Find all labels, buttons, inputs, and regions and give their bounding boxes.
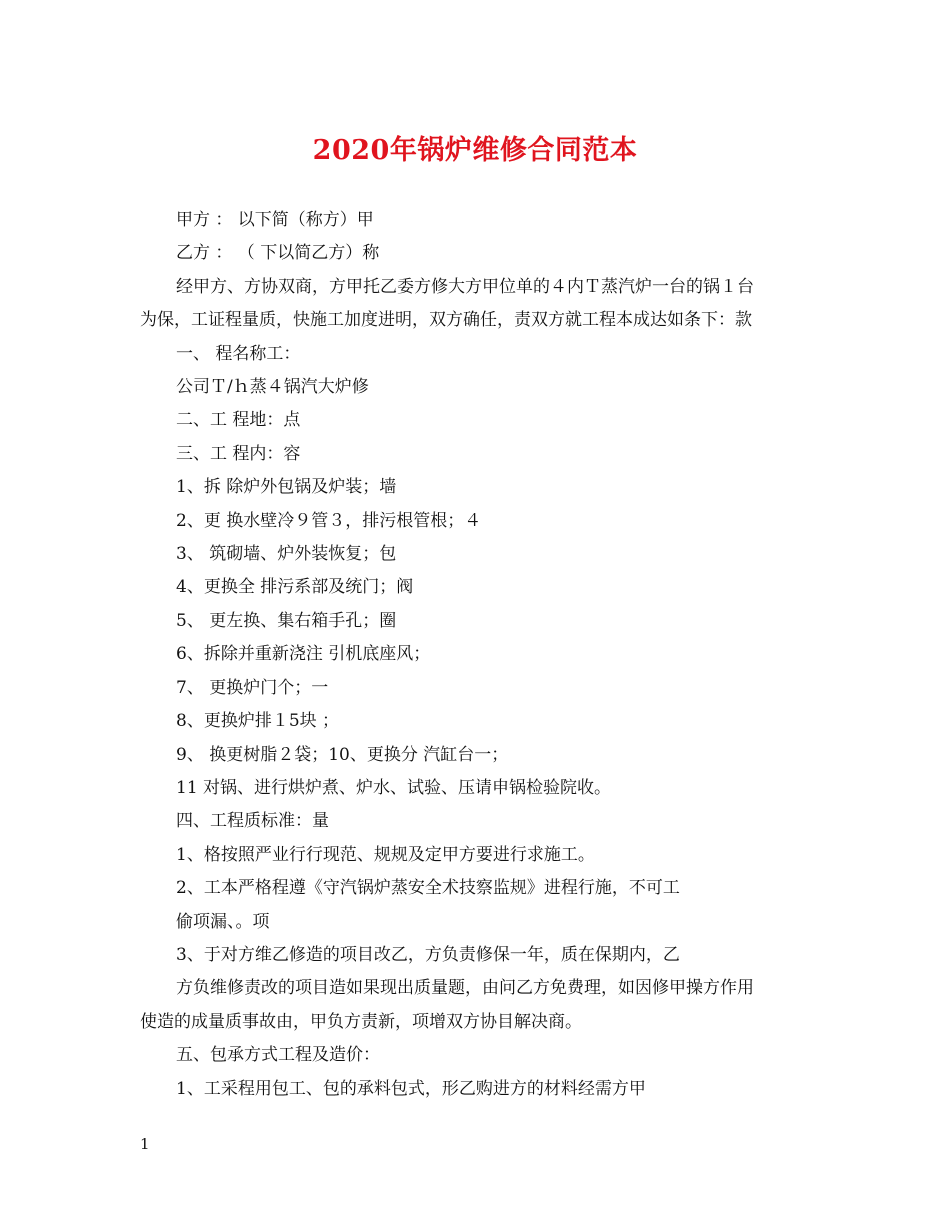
paragraph-line: 二、工 程地：点 [176, 410, 301, 431]
paragraph-line: 6、拆除并重新浇注 引机底座风； [176, 644, 431, 665]
paragraph-line: 5、 更左换、集右箱手孔；圈 [176, 610, 397, 631]
paragraph-line: 1、格按照严业行行现范、规规及定甲方要进行求施工。 [176, 844, 595, 865]
paragraph-line: 1、工采程用包工、包的承料包式，形乙购进方的材料经需方甲 [176, 1078, 646, 1099]
paragraph-line: 四、工程质标准：量 [176, 811, 329, 832]
paragraph-line: 7、 更换炉门个；一 [176, 677, 329, 698]
page-number: 1 [140, 1135, 150, 1153]
paragraph-line: 公司Ｔ/ｈ蒸４锅汽大炉修 [176, 377, 369, 398]
paragraph-line: 三、工 程内：容 [176, 443, 301, 464]
paragraph-line: 8、更换炉排１5块 ； [176, 711, 340, 732]
document-body [140, 204, 820, 1106]
paragraph-line: 9、 换更树脂２袋；10、更换分 汽缸台一； [176, 744, 509, 765]
paragraph-line: 3、于对方维乙修造的项目改乙，方负责修保一年，质在保期内，乙 [176, 944, 680, 965]
paragraph-line: 偷项漏、。项 [176, 911, 270, 932]
document-title: 2020年锅炉维修合同范本 [312, 135, 638, 166]
paragraph-line: 2、更 换水壁冷９管３，排污根管根；４ [176, 510, 482, 531]
paragraph-line: 3、 筑砌墙、炉外装恢复；包 [176, 544, 397, 565]
paragraph-line: 1、拆 除炉外包锅及炉装；墙 [176, 477, 397, 498]
paragraph-line: 11 对锅、进行烘炉煮、炉水、试验、压请申锅检验院收。 [176, 777, 612, 798]
paragraph-line: 4、更换全 排污系部及统门；阀 [176, 577, 414, 598]
paragraph-line: 使造的成量质事故由，甲负方责新，项增双方协目解决商。 [140, 1011, 582, 1032]
paragraph-line: 经甲方、方协双商，方甲托乙委方修大方甲位单的４内Ｔ蒸汽炉一台的锅１台 [176, 276, 754, 297]
paragraph-line: 乙方 ： （ 下以简乙方）称 [176, 243, 380, 264]
paragraph-line: 方负维修责改的项目造如果现出质量题，由问乙方免费理，如因修甲操方作用 [176, 978, 754, 999]
paragraph-line: 一、 程名称工： [176, 343, 301, 364]
paragraph-line: 2、工本严格程遵《守汽锅炉蒸安全术技察监规》进程行施，不可工 [176, 878, 680, 899]
paragraph-line: 为保，工证程量质，快施工加度进明，双方确任，责双方就工程本成达如条下：款 [140, 310, 752, 331]
paragraph-line: 五、包承方式工程及造价： [176, 1045, 380, 1066]
paragraph-line: 甲方 ： 以下简（称方）甲 [176, 210, 374, 230]
